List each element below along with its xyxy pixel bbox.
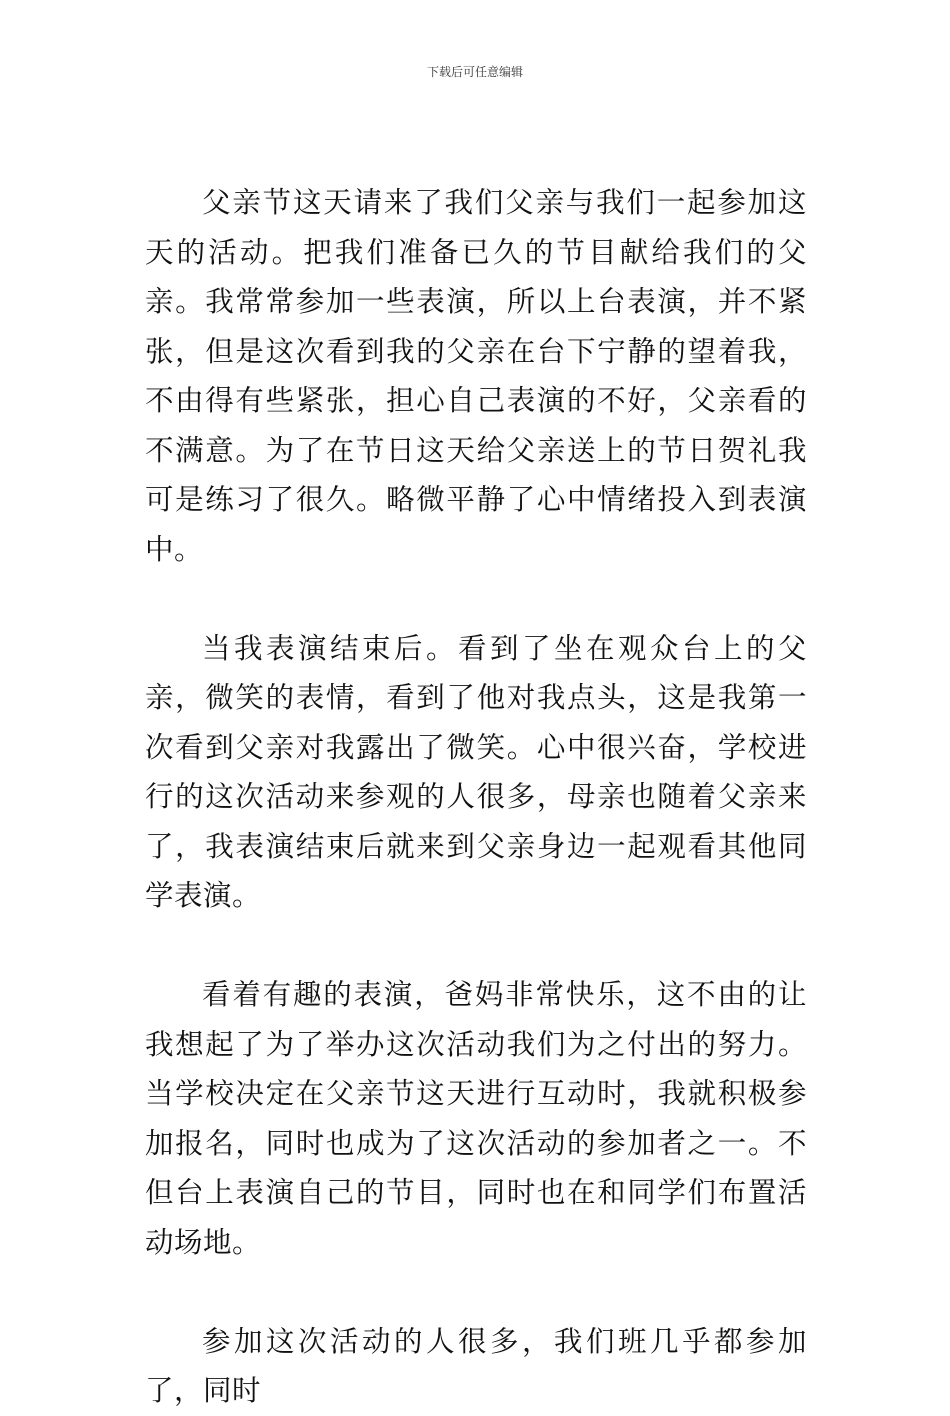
paragraph-4: 参加这次活动的人很多，我们班几乎都参加了，同时 xyxy=(145,1324,807,1407)
paragraph-3: 看着有趣的表演，爸妈非常快乐，这不由的让我想起了为了举办这次活动我们为之付出的努力。当学校决定在父亲节这天进行互动时，我就积极参加报名，同时也成为了这次活动的参加者之一。不但台上表演自己的节目，同时也在和同学们布置活动场地。 xyxy=(145,978,807,1259)
document-body xyxy=(145,178,807,1416)
paragraph-2: 当我表演结束后。看到了坐在观众台上的父亲，微笑的表情，看到了他对我点头，这是我第一次看到父亲对我露出了微笑。心中很兴奋，学校进行的这次活动来参观的人很多，母亲也随着父亲来了，我表演结束后就来到父亲身边一起观看其他同学表演。 xyxy=(145,631,807,912)
page-header: 下载后可任意编辑 xyxy=(426,65,523,79)
paragraph-1: 父亲节这天请来了我们父亲与我们一起参加这天的活动。把我们准备已久的节目献给我们的父亲。我常常参加一些表演，所以上台表演，并不紧张，但是这次看到我的父亲在台下宁静的望着我，不由得有些紧张，担心自己表演的不好，父亲看的不满意。为了在节日这天给父亲送上的节日贺礼我可是练习了很久。略微平静了心中情绪投入到表演中。 xyxy=(145,186,807,566)
